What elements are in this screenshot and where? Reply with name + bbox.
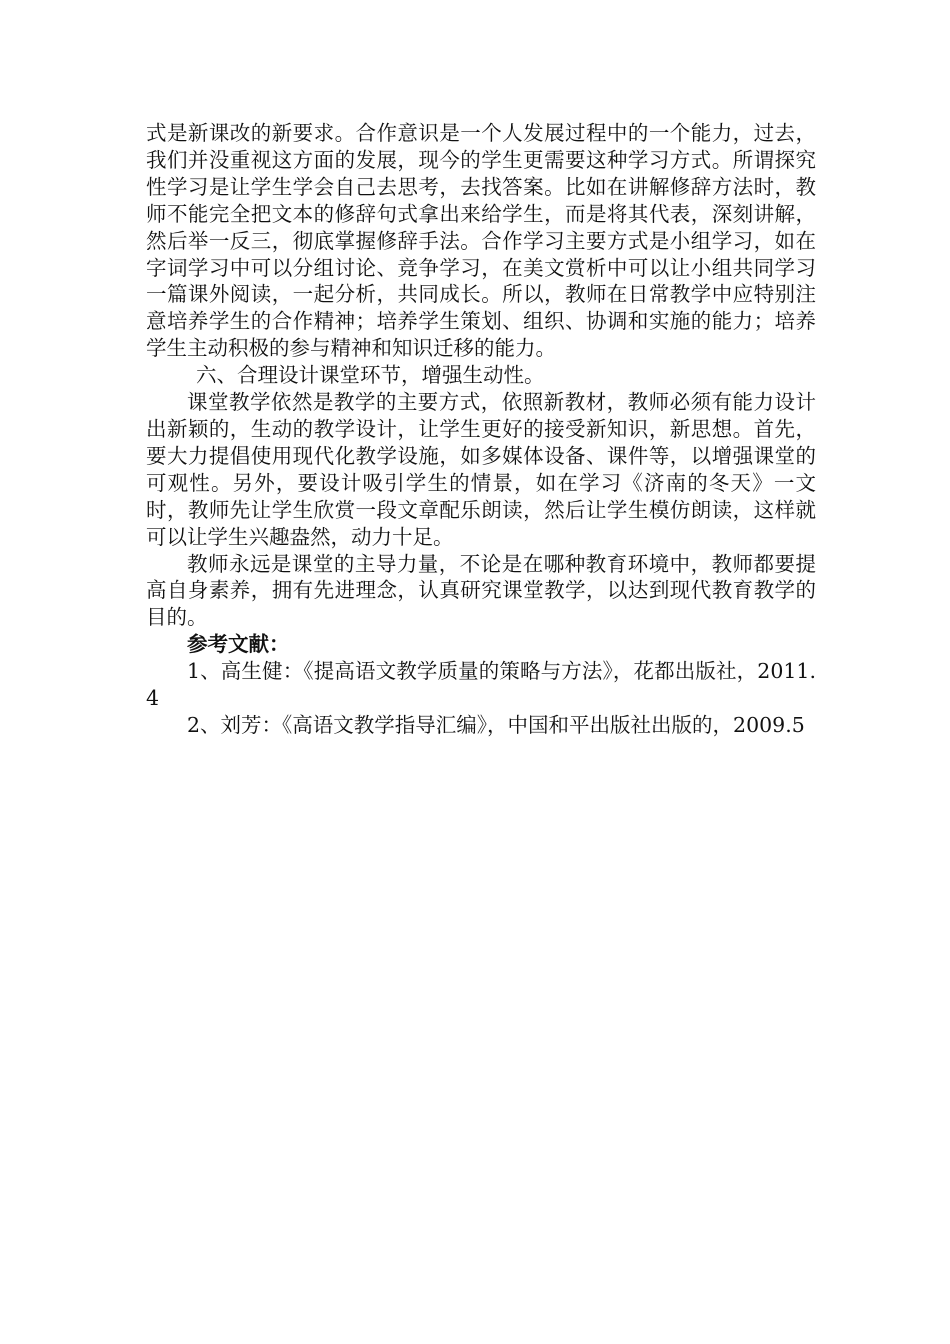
reference-item-1: 1、高生健：《提高语文教学质量的策略与方法》，花都出版社，2011.4 — [146, 659, 816, 711]
paragraph-teacher-role: 教师永远是课堂的主导力量，不论是在哪种教育环境中，教师都要提高自身素养，拥有先进理念，认真研究课堂教学，以达到现代教育教学的目的。 — [146, 551, 816, 630]
references-title: 参考文献： — [187, 632, 290, 657]
section-heading-six: 六、合理设计课堂环节，增强生动性。 — [196, 363, 545, 388]
paragraph-cooperative-learning: 式是新课改的新要求。合作意识是一个人发展过程中的一个能力，过去，我们并没重视这方面的发展，现今的学生更需要这种学习方式。所谓探究性学习是让学生学会自己去思考，去找答案。比如在讲解修辞方法时，教师不能完全把文本的修辞句式拿出来给学生，而是将其代表，深刻讲解，然后举一反三，彻底掌握修辞手法。合作学习主要方式是小组学习，如在字词学习中可以分组讨论、竞争学习，在美文赏析中可以让小组共同学习一篇课外阅读，一起分析，共同成长。所以，教师在日常教学中应特别注意培养学生的合作精神；培养学生策划、组织、协调和实施的能力；培养学生主动积极的参与精神和知识迁移的能力。 — [146, 121, 816, 361]
document-body — [146, 120, 816, 739]
paragraph-classroom-design: 课堂教学依然是教学的主要方式，依照新教材，教师必须有能力设计出新颖的，生动的教学设计，让学生更好的接受新知识，新思想。首先，要大力提倡使用现代化教学设施，如多媒体设备、课件等，以增强课堂的可观性。另外，要设计吸引学生的情景，如在学习《济南的冬天》一文时，教师先让学生欣赏一段文章配乐朗读，然后让学生模仿朗读，这样就可以让学生兴趣盎然，动力十足。 — [146, 390, 816, 549]
reference-item-2: 2、刘芳：《高语文教学指导汇编》，中国和平出版社出版的，2009.5 — [187, 712, 805, 737]
